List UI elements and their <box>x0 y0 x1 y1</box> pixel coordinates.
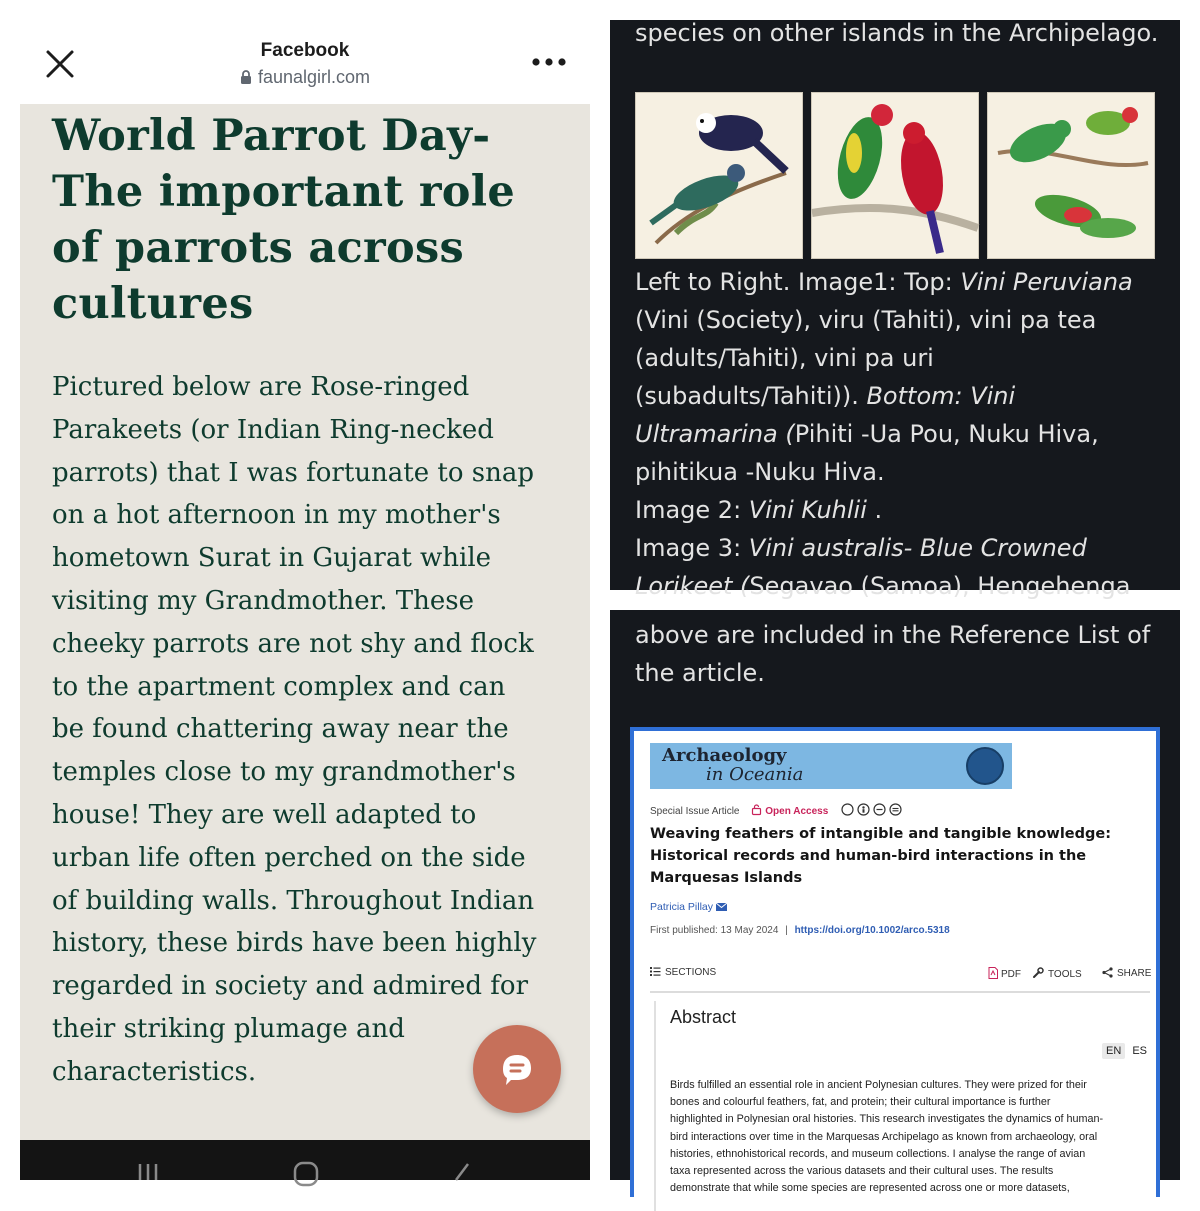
body-line: parrots) that I was fortunate to snap <box>52 457 535 488</box>
title-line: The important role <box>52 167 516 217</box>
parrot-illustration-icon <box>812 93 978 258</box>
body-line: history, these birds have been highly <box>52 928 537 959</box>
journal-name-sub: in Oceania <box>706 764 804 785</box>
bird-images-caption-panel <box>610 19 1180 600</box>
abstract-line: histories, ethnohistorical records, and museum collections. I analyse the range of avian <box>670 1147 1086 1160</box>
article-meta <box>650 803 907 817</box>
more-options-icon[interactable] <box>530 54 568 70</box>
publication-info <box>650 925 950 936</box>
bird-image-vini-peruviana <box>635 92 803 259</box>
image-caption <box>635 263 1175 605</box>
globe-icon <box>966 747 1004 785</box>
caption-text: (Vini (Society), viru (Tahiti), vini pa tea <box>635 306 1097 334</box>
body-line: their striking plumage and <box>52 1013 405 1044</box>
body-line: house! They are well adapted to <box>52 799 477 830</box>
toolbar-divider <box>650 991 1150 993</box>
abstract-line: highlighted in Polynesian oral histories. This research investigates the dynamics of human- <box>670 1113 1104 1126</box>
share-button[interactable]: SHARE <box>1102 967 1151 979</box>
body-line: regarded in society and admired for <box>52 971 529 1002</box>
body-line: on a hot afternoon in my mother's <box>52 500 501 531</box>
email-icon[interactable] <box>716 903 727 911</box>
author-link[interactable]: Patricia Pillay <box>650 901 727 913</box>
pdf-icon <box>988 967 998 979</box>
pdf-button[interactable]: PDF <box>988 967 1021 980</box>
caption-text: (subadults/Tahiti)). <box>635 382 867 410</box>
abstract-section <box>654 1001 1154 1211</box>
chat-button[interactable] <box>473 1025 561 1113</box>
species-name: Vini australis- Blue Crowned <box>748 534 1087 562</box>
sections-button[interactable]: SECTIONS <box>650 967 716 978</box>
first-published: First published: 13 May 2024 <box>650 925 779 936</box>
caption-text: (adults/Tahiti), vini pa uri <box>635 344 934 372</box>
journal-name: Archaeology <box>662 745 787 766</box>
tools-button[interactable]: TOOLS <box>1032 967 1082 980</box>
home-icon[interactable] <box>292 1160 320 1180</box>
caption-text: Segavao (Samoa), Hengehenga <box>749 572 1131 600</box>
article-reference-panel <box>610 610 1180 1195</box>
open-lock-icon <box>752 804 761 815</box>
species-name: Vini Peruviana <box>960 268 1133 296</box>
page-url: faunalgirl.com <box>257 67 371 87</box>
browser-header <box>20 20 590 104</box>
species-name: Vini Kuhlii <box>748 496 867 524</box>
title-line: World Parrot Day- <box>52 111 491 161</box>
caption-text: Image 3: <box>635 534 749 562</box>
caption-text: pihitikua -Nuku Hiva. <box>635 458 885 486</box>
caption-text: . <box>866 496 883 524</box>
abstract-line: demonstrate that while some species are represented across one or more datasets, <box>670 1182 1070 1195</box>
paper-title-line: Weaving feathers of intangible and tangible knowledge: <box>650 826 1112 842</box>
caption-text: Pihiti -Ua Pou, Nuku Hiva, <box>794 420 1099 448</box>
separator: | <box>785 925 788 936</box>
body-line: characteristics. <box>52 1056 257 1087</box>
title-line: cultures <box>52 279 254 329</box>
chat-bubble-icon <box>495 1047 539 1091</box>
abstract-text <box>670 1077 1148 1197</box>
abstract-line: bones and colourful feathers, fat, and protein; their cultural importance is further <box>670 1096 1051 1109</box>
body-line: urban life often perched on the side <box>52 842 526 873</box>
article-title <box>52 108 572 332</box>
article-toolbar <box>650 963 1150 987</box>
paper-title-line: Historical records and human-bird interactions in the <box>650 848 1087 864</box>
bird-image-vini-australis <box>987 92 1155 259</box>
doi-link[interactable]: https://doi.org/10.1002/arco.5318 <box>794 925 950 936</box>
facebook-article-screenshot <box>20 20 590 1180</box>
lang-es-button[interactable]: ES <box>1132 1045 1148 1057</box>
bird-image-vini-kuhlii <box>811 92 979 259</box>
parrot-illustration-icon <box>988 93 1154 258</box>
title-line: of parrots across <box>52 223 465 273</box>
recent-apps-icon[interactable] <box>136 1160 160 1180</box>
body-line: hometown Surat in Gujarat while <box>52 543 492 574</box>
caption-text: Left to Right. Image1: Top: <box>635 268 961 296</box>
lock-icon <box>240 70 252 85</box>
lang-en-button[interactable]: EN <box>1102 1043 1125 1059</box>
abstract-line: bird interactions over time in the Marquesas Archipelago as known from archaeology, oral <box>670 1130 1098 1143</box>
body-line: of building walls. Throughout Indian <box>52 885 535 916</box>
body-line: to the apartment complex and can <box>52 671 506 702</box>
reference-text <box>635 616 1155 692</box>
intro-text: species on other islands in the Archipelago. <box>635 19 1159 47</box>
reference-line: above are included in the Reference List of <box>635 621 1151 649</box>
species-name: Bottom: Vini <box>866 382 1016 410</box>
android-nav-bar <box>20 1140 590 1180</box>
creative-commons-icon <box>841 803 907 816</box>
language-switcher <box>1102 1043 1151 1059</box>
abstract-line: taxa represented across the various datasets and their cultural uses. The results <box>670 1165 1054 1178</box>
paper-title-line: Marquesas Islands <box>650 870 803 886</box>
body-line: Parakeets (or Indian Ring-necked <box>52 414 494 445</box>
journal-article-screenshot <box>630 727 1160 1197</box>
share-icon <box>1102 967 1113 978</box>
article-type: Special Issue Article <box>650 806 740 817</box>
species-name: Ultramarina ( <box>635 420 795 448</box>
body-line: cheeky parrots are not shy and flock <box>52 628 534 659</box>
caption-text: Image 2: <box>635 496 749 524</box>
body-line: visiting my Grandmother. These <box>52 585 474 616</box>
article-body <box>52 366 582 1094</box>
url-row <box>20 67 590 88</box>
parrot-illustration-icon <box>636 93 802 258</box>
body-line: be found chattering away near the <box>52 714 509 745</box>
body-line: Pictured below are Rose-ringed <box>52 372 470 402</box>
wrench-icon <box>1032 967 1044 979</box>
abstract-heading: Abstract <box>670 1007 737 1027</box>
list-icon <box>650 967 661 976</box>
open-access-badge: Open Access <box>752 806 828 817</box>
abstract-line: Birds fulfilled an essential role in ancient Polynesian cultures. They were prized for their <box>670 1079 1087 1091</box>
app-name: Facebook <box>260 40 350 61</box>
reference-line: the article. <box>635 659 765 687</box>
species-name: Lorikeet ( <box>635 572 750 600</box>
journal-banner <box>650 743 1012 789</box>
body-line: temples close to my grandmother's <box>52 757 516 788</box>
paper-title[interactable] <box>650 823 1120 889</box>
back-icon[interactable] <box>450 1160 474 1180</box>
